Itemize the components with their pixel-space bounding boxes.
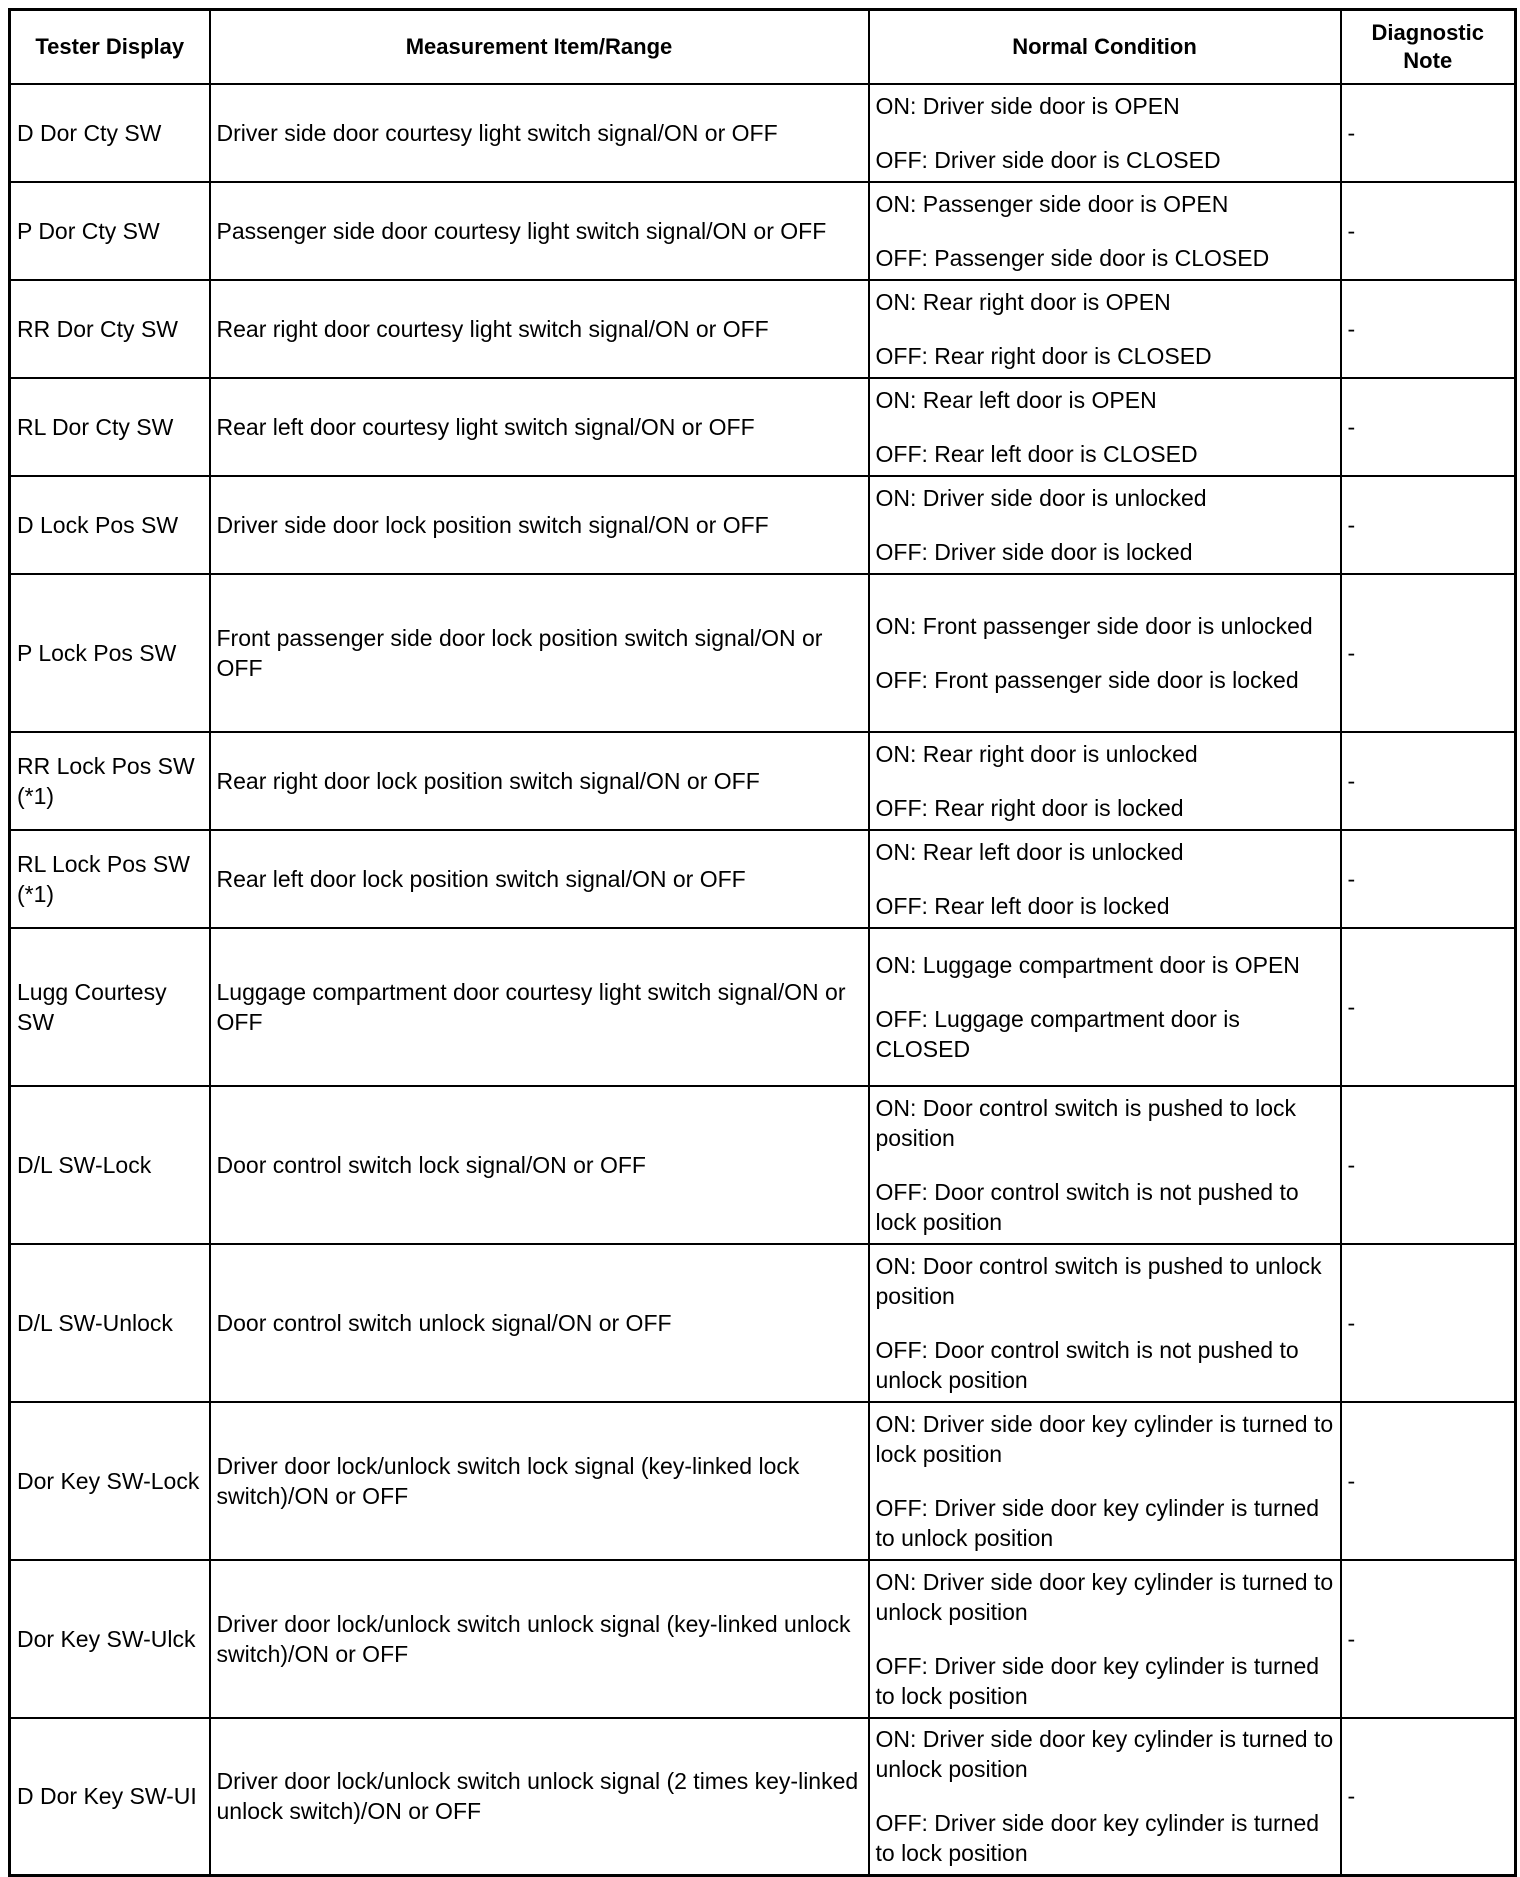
condition-on: ON: Rear right door is unlocked — [875, 740, 1198, 767]
measurement-item-cell: Rear left door lock position switch signal/ON or OFF — [210, 830, 869, 928]
diagnostic-data-table — [8, 8, 1517, 1877]
normal-condition-cell — [869, 928, 1341, 1086]
tester-display-cell: RR Lock Pos SW (*1) — [10, 732, 210, 830]
diagnostic-note-cell: - — [1341, 574, 1516, 732]
normal-condition-cell — [869, 476, 1341, 574]
diagnostic-note-cell: - — [1341, 378, 1516, 476]
tester-display-cell: P Lock Pos SW — [10, 574, 210, 732]
table-row — [10, 1560, 1516, 1718]
condition-on: ON: Driver side door key cylinder is turned to lock position — [875, 1410, 1334, 1467]
normal-condition-cell — [869, 1086, 1341, 1244]
table-row — [10, 476, 1516, 574]
table-row — [10, 378, 1516, 476]
normal-condition-cell — [869, 280, 1341, 378]
tester-display-cell: RL Lock Pos SW (*1) — [10, 830, 210, 928]
tester-display-cell: P Dor Cty SW — [10, 182, 210, 280]
measurement-item-cell: Rear left door courtesy light switch signal/ON or OFF — [210, 378, 869, 476]
tester-display-cell: D Dor Cty SW — [10, 84, 210, 182]
table-row — [10, 1718, 1516, 1876]
condition-off: OFF: Front passenger side door is locked — [875, 666, 1299, 693]
condition-on: ON: Rear left door is unlocked — [875, 838, 1184, 865]
normal-condition-cell — [869, 1560, 1341, 1718]
measurement-item-cell: Rear right door lock position switch signal/ON or OFF — [210, 732, 869, 830]
measurement-item-cell: Passenger side door courtesy light switch signal/ON or OFF — [210, 182, 869, 280]
condition-on: ON: Rear right door is OPEN — [875, 288, 1171, 315]
condition-off: OFF: Door control switch is not pushed to unlock position — [875, 1336, 1299, 1393]
condition-off: OFF: Driver side door is locked — [875, 538, 1193, 565]
table-row — [10, 1244, 1516, 1402]
diagnostic-note-cell: - — [1341, 1244, 1516, 1402]
measurement-item-cell: Driver door lock/unlock switch lock signal (key-linked lock switch)/ON or OFF — [210, 1402, 869, 1560]
tester-display-cell: Lugg Courtesy SW — [10, 928, 210, 1086]
condition-on: ON: Luggage compartment door is OPEN — [875, 951, 1300, 978]
diagnostic-note-cell: - — [1341, 476, 1516, 574]
measurement-item-cell: Front passenger side door lock position switch signal/ON or OFF — [210, 574, 869, 732]
header-tester-display: Tester Display — [10, 10, 210, 84]
condition-on: ON: Driver side door key cylinder is turned to unlock position — [875, 1726, 1334, 1783]
tester-display-cell: RL Dor Cty SW — [10, 378, 210, 476]
diagnostic-note-cell: - — [1341, 732, 1516, 830]
condition-off: OFF: Driver side door key cylinder is turned to lock position — [875, 1810, 1320, 1867]
diagnostic-note-cell: - — [1341, 1086, 1516, 1244]
normal-condition-cell — [869, 732, 1341, 830]
condition-on: ON: Front passenger side door is unlocked — [875, 612, 1313, 639]
diagnostic-note-cell: - — [1341, 1560, 1516, 1718]
condition-off: OFF: Driver side door key cylinder is turned to unlock position — [875, 1494, 1320, 1551]
normal-condition-cell — [869, 84, 1341, 182]
normal-condition-cell — [869, 182, 1341, 280]
condition-off: OFF: Rear right door is locked — [875, 794, 1184, 821]
diagnostic-note-cell: - — [1341, 830, 1516, 928]
condition-off: OFF: Door control switch is not pushed to lock position — [875, 1178, 1299, 1235]
condition-on: ON: Driver side door key cylinder is turned to unlock position — [875, 1568, 1334, 1625]
header-row — [10, 10, 1516, 84]
normal-condition-cell — [869, 830, 1341, 928]
diagnostic-note-cell: - — [1341, 182, 1516, 280]
condition-on: ON: Door control switch is pushed to unlock position — [875, 1252, 1322, 1309]
table-row — [10, 84, 1516, 182]
tester-display-cell: D/L SW-Unlock — [10, 1244, 210, 1402]
tester-display-cell: Dor Key SW-Lock — [10, 1402, 210, 1560]
diagnostic-note-cell: - — [1341, 1402, 1516, 1560]
condition-on: ON: Driver side door is OPEN — [875, 92, 1180, 119]
normal-condition-cell — [869, 574, 1341, 732]
condition-off: OFF: Driver side door is CLOSED — [875, 146, 1221, 173]
table-row — [10, 1402, 1516, 1560]
condition-off: OFF: Luggage compartment door is CLOSED — [875, 1005, 1240, 1062]
condition-off: OFF: Rear left door is locked — [875, 892, 1170, 919]
condition-on: ON: Passenger side door is OPEN — [875, 190, 1229, 217]
diagnostic-note-cell: - — [1341, 84, 1516, 182]
measurement-item-cell: Driver door lock/unlock switch unlock signal (2 times key-linked unlock switch)/ON or OFF — [210, 1718, 869, 1876]
normal-condition-cell — [869, 378, 1341, 476]
table-row — [10, 1086, 1516, 1244]
condition-off: OFF: Driver side door key cylinder is turned to lock position — [875, 1652, 1320, 1709]
condition-off: OFF: Rear right door is CLOSED — [875, 342, 1212, 369]
tester-display-cell: D Dor Key SW-UI — [10, 1718, 210, 1876]
table-row — [10, 280, 1516, 378]
condition-on: ON: Rear left door is OPEN — [875, 386, 1157, 413]
diagnostic-note-cell: - — [1341, 280, 1516, 378]
table-row — [10, 928, 1516, 1086]
header-normal-condition: Normal Condition — [869, 10, 1341, 84]
normal-condition-cell — [869, 1402, 1341, 1560]
measurement-item-cell: Door control switch lock signal/ON or OFF — [210, 1086, 869, 1244]
table-row — [10, 830, 1516, 928]
table-row — [10, 182, 1516, 280]
condition-on: ON: Driver side door is unlocked — [875, 484, 1207, 511]
condition-off: OFF: Passenger side door is CLOSED — [875, 244, 1270, 271]
measurement-item-cell: Driver side door lock position switch signal/ON or OFF — [210, 476, 869, 574]
tester-display-cell: D Lock Pos SW — [10, 476, 210, 574]
diagnostic-note-cell: - — [1341, 928, 1516, 1086]
tester-display-cell: Dor Key SW-Ulck — [10, 1560, 210, 1718]
table-row — [10, 732, 1516, 830]
measurement-item-cell: Driver side door courtesy light switch signal/ON or OFF — [210, 84, 869, 182]
tester-display-cell: RR Dor Cty SW — [10, 280, 210, 378]
measurement-item-cell: Rear right door courtesy light switch signal/ON or OFF — [210, 280, 869, 378]
header-diagnostic-note: Diagnostic Note — [1341, 10, 1516, 84]
table-row — [10, 574, 1516, 732]
measurement-item-cell: Door control switch unlock signal/ON or OFF — [210, 1244, 869, 1402]
diagnostic-note-cell: - — [1341, 1718, 1516, 1876]
condition-on: ON: Door control switch is pushed to lock position — [875, 1094, 1297, 1151]
measurement-item-cell: Luggage compartment door courtesy light switch signal/ON or OFF — [210, 928, 869, 1086]
tester-display-cell: D/L SW-Lock — [10, 1086, 210, 1244]
normal-condition-cell — [869, 1244, 1341, 1402]
measurement-item-cell: Driver door lock/unlock switch unlock signal (key-linked unlock switch)/ON or OFF — [210, 1560, 869, 1718]
condition-off: OFF: Rear left door is CLOSED — [875, 440, 1198, 467]
normal-condition-cell — [869, 1718, 1341, 1876]
header-measurement-item: Measurement Item/Range — [210, 10, 869, 84]
